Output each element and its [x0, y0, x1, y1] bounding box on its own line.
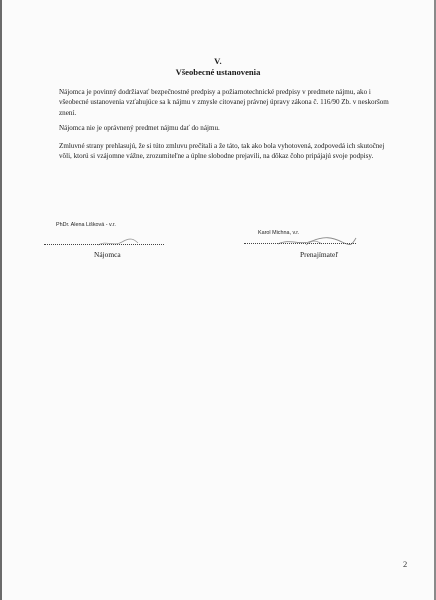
scan-border-left — [0, 0, 2, 600]
section-title: Všeobecné ustanovenia — [175, 67, 261, 77]
paragraph-sublease: Nájomca nie je oprávnený predmet nájmu dať do nájmu. — [59, 124, 220, 132]
page-number: 2 — [403, 559, 408, 569]
paragraph-safety-rules: Nájomca je povinný dodržiavať bezpečnostné predpisy a požiarnotechnické predpisy v predmete nájmu, ako i všeobecné ustanovenia vzťahujúce sa k nájmu v zmysle citovanej právnej úpravy zákona č. 116/90 Zb. v neskoršom znení. — [59, 88, 389, 117]
landlord-typed-name: Karol Michna, v.r. — [258, 230, 300, 236]
landlord-signature-line — [244, 243, 356, 244]
tenant-signature-line — [44, 244, 164, 245]
tenant-typed-name: PhDr. Alena Lišková - v.r. — [56, 222, 116, 228]
section-number: V. — [214, 56, 222, 66]
paragraph-declaration: Zmluvné strany prehlasujú, že si túto zmluvu prečítali a že táto, tak ako bola vyhotovená, zodpovedá ich skutočnej vôli, ktorú si vzájomne vážne, zrozumiteľne a úplne slobodne prejavili, na dôkaz čoho pripájajú svoje podpisy. — [59, 142, 385, 161]
landlord-signature-mark — [276, 234, 358, 248]
tenant-label: Nájomca — [94, 250, 121, 259]
landlord-label: Prenajímateľ — [300, 250, 339, 259]
tenant-signature-mark — [96, 236, 140, 248]
